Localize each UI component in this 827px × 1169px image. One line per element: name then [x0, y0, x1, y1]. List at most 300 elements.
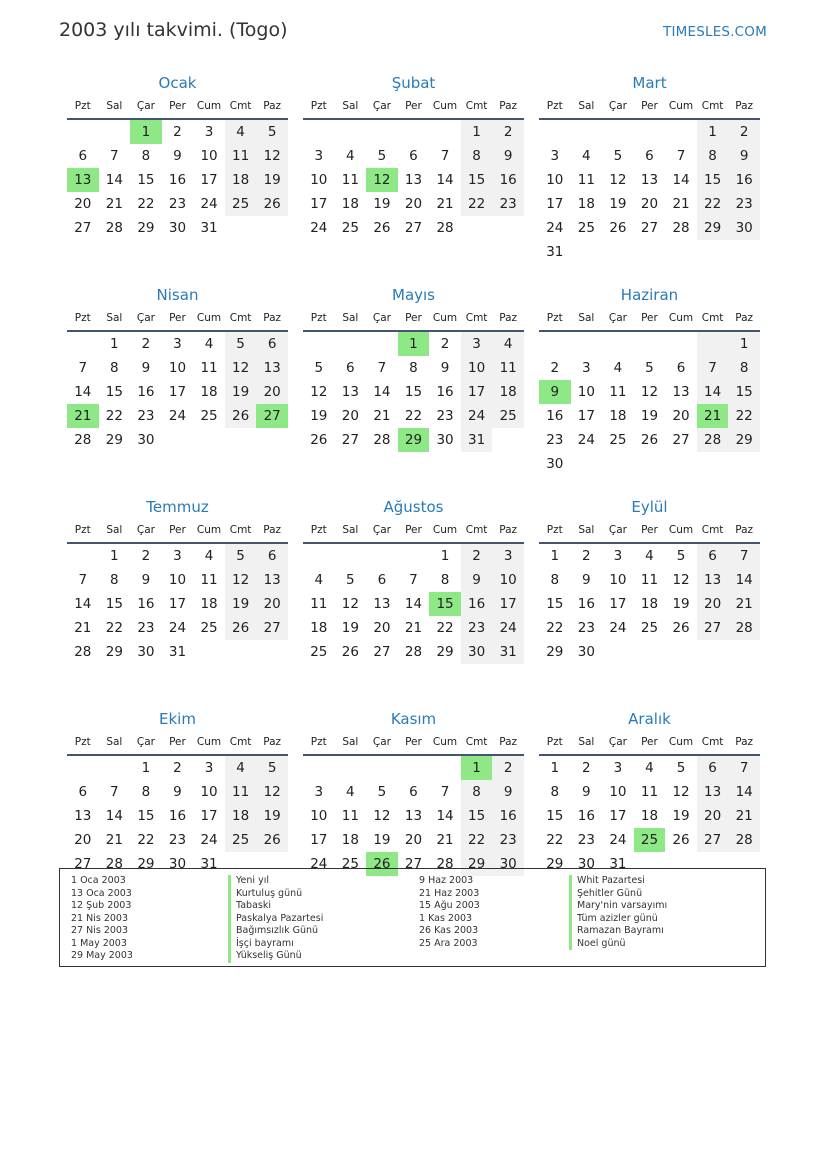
day-cell[interactable]: 2 [173, 124, 182, 140]
day-cell[interactable]: 25 [640, 620, 659, 636]
day-cell[interactable]: 13 [404, 172, 423, 188]
day-cell[interactable]: 1 [697, 120, 729, 144]
day-cell[interactable]: 20 [697, 592, 729, 616]
day-cell[interactable]: 16 [168, 808, 187, 824]
day-cell[interactable]: 12 [225, 356, 257, 380]
day-cell[interactable]: 1 [110, 548, 119, 564]
day-cell[interactable]: 12 [373, 808, 391, 824]
day-cell[interactable]: 6 [697, 544, 729, 568]
day-cell[interactable]: 15 [105, 384, 123, 400]
day-cell[interactable]: 11 [492, 356, 524, 380]
day-cell[interactable]: 5 [377, 784, 387, 800]
day-cell[interactable]: 10 [168, 572, 187, 588]
day-cell[interactable]: 17 [168, 596, 187, 612]
day-cell[interactable]: 18 [609, 408, 627, 424]
day-cell[interactable]: 8 [461, 780, 493, 804]
day-cell[interactable]: 26 [225, 616, 257, 640]
day-cell[interactable]: 24 [461, 404, 493, 428]
day-cell[interactable]: 7 [110, 148, 119, 164]
day-cell[interactable]: 13 [404, 808, 423, 824]
day-cell[interactable]: 21 [697, 404, 729, 428]
day-cell[interactable]: 10 [577, 384, 595, 400]
day-cell[interactable]: 21 [436, 832, 454, 848]
day-cell[interactable]: 4 [613, 360, 623, 376]
day-cell[interactable]: 24 [168, 620, 187, 636]
day-cell[interactable]: 8 [440, 572, 450, 588]
day-cell[interactable]: 7 [110, 784, 119, 800]
day-cell[interactable]: 7 [728, 756, 760, 780]
day-cell[interactable]: 11 [225, 144, 257, 168]
day-cell[interactable]: 11 [609, 384, 627, 400]
day-cell[interactable]: 3 [173, 336, 182, 352]
day-cell[interactable]: 5 [645, 360, 654, 376]
day-cell[interactable]: 31 [200, 220, 218, 236]
day-cell[interactable]: 26 [310, 432, 328, 448]
day-cell[interactable]: 19 [373, 832, 391, 848]
day-cell[interactable]: 30 [137, 644, 155, 660]
day-cell[interactable]: 2 [728, 120, 760, 144]
day-cell[interactable]: 27 [672, 432, 690, 448]
day-cell[interactable]: 6 [409, 784, 418, 800]
day-cell[interactable]: 24 [492, 616, 524, 640]
day-cell[interactable]: 8 [409, 360, 418, 376]
day-cell[interactable]: 19 [256, 168, 288, 192]
day-cell[interactable]: 27 [697, 616, 729, 640]
day-cell[interactable]: 9 [582, 784, 591, 800]
day-cell[interactable]: 6 [645, 148, 654, 164]
day-cell[interactable]: 17 [461, 380, 493, 404]
day-cell[interactable]: 2 [582, 548, 591, 564]
day-cell[interactable]: 21 [373, 408, 391, 424]
day-cell[interactable]: 13 [672, 384, 690, 400]
day-cell[interactable]: 24 [310, 220, 328, 236]
day-cell[interactable]: 14 [74, 596, 92, 612]
day-cell[interactable]: 4 [492, 332, 524, 356]
day-cell[interactable]: 16 [546, 408, 564, 424]
day-cell[interactable]: 18 [577, 196, 595, 212]
day-cell[interactable]: 1 [728, 332, 760, 356]
day-cell[interactable]: 3 [550, 148, 560, 164]
day-cell[interactable]: 11 [640, 784, 659, 800]
day-cell[interactable]: 29 [546, 644, 564, 660]
day-cell[interactable]: 28 [436, 220, 454, 236]
day-cell[interactable]: 18 [225, 168, 257, 192]
day-cell[interactable]: 23 [137, 620, 155, 636]
day-cell[interactable]: 21 [105, 832, 123, 848]
day-cell[interactable]: 25 [225, 192, 257, 216]
day-cell[interactable]: 15 [461, 804, 493, 828]
day-cell[interactable]: 15 [137, 172, 155, 188]
day-cell[interactable]: 4 [645, 760, 654, 776]
day-cell[interactable]: 4 [204, 336, 214, 352]
day-cell[interactable]: 11 [200, 572, 218, 588]
day-cell[interactable]: 27 [74, 856, 92, 872]
day-cell[interactable]: 28 [697, 428, 729, 452]
day-cell[interactable]: 19 [225, 380, 257, 404]
day-cell[interactable]: 26 [640, 432, 659, 448]
day-cell[interactable]: 7 [728, 544, 760, 568]
day-cell[interactable]: 14 [436, 808, 454, 824]
day-cell[interactable]: 20 [74, 832, 92, 848]
day-cell[interactable]: 10 [546, 172, 564, 188]
day-cell[interactable]: 19 [341, 620, 359, 636]
day-cell[interactable]: 19 [640, 408, 659, 424]
day-cell[interactable]: 3 [314, 784, 324, 800]
day-cell[interactable]: 11 [577, 172, 595, 188]
day-cell[interactable]: 13 [74, 808, 92, 824]
day-cell[interactable]: 7 [676, 148, 686, 164]
day-cell[interactable]: 4 [204, 548, 214, 564]
day-cell[interactable]: 19 [672, 808, 690, 824]
day-cell[interactable]: 30 [728, 216, 760, 240]
day-cell[interactable]: 23 [728, 192, 760, 216]
day-cell[interactable]: 30 [577, 644, 595, 660]
day-cell[interactable]: 12 [341, 596, 359, 612]
day-cell[interactable]: 5 [225, 332, 257, 356]
day-cell[interactable]: 15 [105, 596, 123, 612]
day-cell[interactable]: 10 [310, 172, 328, 188]
day-cell[interactable]: 18 [200, 384, 218, 400]
day-cell[interactable]: 23 [577, 620, 595, 636]
day-cell[interactable]: 20 [74, 196, 92, 212]
day-cell[interactable]: 16 [137, 384, 155, 400]
day-cell[interactable]: 1 [550, 760, 560, 776]
day-cell[interactable]: 3 [582, 360, 591, 376]
day-cell[interactable]: 30 [546, 456, 564, 472]
day-cell[interactable]: 6 [676, 360, 686, 376]
day-cell[interactable]: 30 [461, 640, 493, 664]
day-cell[interactable]: 10 [200, 784, 218, 800]
day-cell[interactable]: 29 [436, 644, 454, 660]
day-cell[interactable]: 5 [256, 756, 288, 780]
day-cell[interactable]: 3 [613, 548, 623, 564]
day-cell[interactable]: 20 [341, 408, 359, 424]
day-cell[interactable]: 2 [173, 760, 182, 776]
day-cell[interactable]: 16 [577, 808, 595, 824]
day-cell[interactable]: 8 [110, 360, 119, 376]
brand-link[interactable]: TIMESLES.COM [663, 24, 767, 40]
day-cell[interactable]: 3 [173, 548, 182, 564]
day-cell[interactable]: 27 [404, 856, 423, 872]
day-cell[interactable]: 16 [461, 592, 493, 616]
day-cell[interactable]: 25 [200, 408, 218, 424]
day-cell[interactable]: 30 [168, 220, 187, 236]
day-cell[interactable]: 16 [436, 384, 454, 400]
day-cell[interactable]: 5 [676, 760, 686, 776]
day-cell[interactable]: 5 [256, 120, 288, 144]
day-cell[interactable]: 28 [404, 644, 423, 660]
day-cell[interactable]: 6 [78, 148, 88, 164]
day-cell[interactable]: 22 [546, 832, 564, 848]
day-cell[interactable]: 15 [404, 384, 423, 400]
day-cell[interactable]: 5 [676, 548, 686, 564]
day-cell[interactable]: 29 [398, 428, 430, 452]
day-cell[interactable]: 11 [341, 808, 359, 824]
day-cell[interactable]: 20 [697, 804, 729, 828]
day-cell[interactable]: 5 [377, 148, 387, 164]
day-cell[interactable]: 26 [225, 404, 257, 428]
day-cell[interactable]: 31 [168, 644, 187, 660]
day-cell[interactable]: 4 [582, 148, 591, 164]
day-cell[interactable]: 25 [310, 644, 328, 660]
day-cell[interactable]: 19 [609, 196, 627, 212]
day-cell[interactable]: 1 [141, 760, 151, 776]
day-cell[interactable]: 25 [577, 220, 595, 236]
day-cell[interactable]: 29 [137, 220, 155, 236]
day-cell[interactable]: 19 [373, 196, 391, 212]
day-cell[interactable]: 29 [546, 856, 564, 872]
day-cell[interactable]: 9 [173, 148, 182, 164]
day-cell[interactable]: 9 [492, 780, 524, 804]
day-cell[interactable]: 13 [697, 780, 729, 804]
day-cell[interactable]: 18 [640, 596, 659, 612]
day-cell[interactable]: 1 [461, 756, 493, 780]
day-cell[interactable]: 4 [346, 784, 355, 800]
day-cell[interactable]: 24 [577, 432, 595, 448]
day-cell[interactable]: 23 [168, 196, 187, 212]
day-cell[interactable]: 16 [492, 804, 524, 828]
day-cell[interactable]: 23 [461, 616, 493, 640]
day-cell[interactable]: 26 [672, 620, 690, 636]
day-cell[interactable]: 29 [137, 856, 155, 872]
day-cell[interactable]: 10 [168, 360, 187, 376]
day-cell[interactable]: 5 [613, 148, 623, 164]
day-cell[interactable]: 13 [640, 172, 659, 188]
day-cell[interactable]: 31 [609, 856, 627, 872]
day-cell[interactable]: 24 [168, 408, 187, 424]
day-cell[interactable]: 7 [78, 572, 88, 588]
day-cell[interactable]: 7 [78, 360, 88, 376]
day-cell[interactable]: 17 [609, 596, 627, 612]
day-cell[interactable]: 20 [404, 196, 423, 212]
day-cell[interactable]: 21 [67, 404, 99, 428]
day-cell[interactable]: 23 [492, 828, 524, 852]
day-cell[interactable]: 10 [492, 568, 524, 592]
day-cell[interactable]: 28 [74, 432, 92, 448]
day-cell[interactable]: 28 [436, 856, 454, 872]
day-cell[interactable]: 24 [200, 196, 218, 212]
day-cell[interactable]: 1 [398, 332, 430, 356]
day-cell[interactable]: 12 [310, 384, 328, 400]
day-cell[interactable]: 25 [609, 432, 627, 448]
day-cell[interactable]: 31 [492, 640, 524, 664]
day-cell[interactable]: 22 [137, 196, 155, 212]
day-cell[interactable]: 17 [200, 808, 218, 824]
day-cell[interactable]: 28 [728, 828, 760, 852]
day-cell[interactable]: 24 [609, 832, 627, 848]
day-cell[interactable]: 29 [105, 644, 123, 660]
day-cell[interactable]: 25 [225, 828, 257, 852]
day-cell[interactable]: 21 [728, 804, 760, 828]
day-cell[interactable]: 25 [634, 828, 666, 852]
day-cell[interactable]: 19 [225, 592, 257, 616]
day-cell[interactable]: 11 [200, 360, 218, 376]
day-cell[interactable]: 30 [436, 432, 454, 448]
day-cell[interactable]: 29 [105, 432, 123, 448]
day-cell[interactable]: 15 [697, 168, 729, 192]
day-cell[interactable]: 21 [728, 592, 760, 616]
day-cell[interactable]: 9 [141, 572, 151, 588]
day-cell[interactable]: 27 [256, 404, 288, 428]
day-cell[interactable]: 2 [141, 336, 151, 352]
day-cell[interactable]: 14 [404, 596, 423, 612]
day-cell[interactable]: 21 [105, 196, 123, 212]
day-cell[interactable]: 30 [577, 856, 595, 872]
day-cell[interactable]: 10 [609, 784, 627, 800]
day-cell[interactable]: 8 [697, 144, 729, 168]
day-cell[interactable]: 21 [404, 620, 423, 636]
day-cell[interactable]: 5 [314, 360, 324, 376]
day-cell[interactable]: 28 [105, 856, 123, 872]
day-cell[interactable]: 28 [105, 220, 123, 236]
day-cell[interactable]: 9 [461, 568, 493, 592]
day-cell[interactable]: 18 [341, 196, 359, 212]
day-cell[interactable]: 6 [256, 332, 288, 356]
day-cell[interactable]: 22 [404, 408, 423, 424]
day-cell[interactable]: 2 [141, 548, 151, 564]
day-cell[interactable]: 8 [461, 144, 493, 168]
day-cell[interactable]: 31 [546, 244, 564, 260]
day-cell[interactable]: 2 [440, 336, 450, 352]
day-cell[interactable]: 16 [492, 168, 524, 192]
day-cell[interactable]: 14 [436, 172, 454, 188]
day-cell[interactable]: 17 [310, 832, 328, 848]
day-cell[interactable]: 24 [310, 856, 328, 872]
day-cell[interactable]: 6 [409, 148, 418, 164]
day-cell[interactable]: 6 [377, 572, 387, 588]
day-cell[interactable]: 22 [728, 404, 760, 428]
day-cell[interactable]: 20 [672, 408, 690, 424]
day-cell[interactable]: 30 [168, 856, 187, 872]
day-cell[interactable]: 6 [78, 784, 88, 800]
day-cell[interactable]: 15 [137, 808, 155, 824]
day-cell[interactable]: 13 [256, 356, 288, 380]
day-cell[interactable]: 9 [728, 144, 760, 168]
day-cell[interactable]: 20 [256, 592, 288, 616]
day-cell[interactable]: 12 [672, 572, 690, 588]
day-cell[interactable]: 29 [697, 216, 729, 240]
day-cell[interactable]: 22 [105, 408, 123, 424]
day-cell[interactable]: 9 [492, 144, 524, 168]
day-cell[interactable]: 19 [310, 408, 328, 424]
day-cell[interactable]: 28 [672, 220, 690, 236]
day-cell[interactable]: 18 [492, 380, 524, 404]
day-cell[interactable]: 7 [440, 148, 450, 164]
day-cell[interactable]: 22 [436, 620, 454, 636]
day-cell[interactable]: 10 [609, 572, 627, 588]
day-cell[interactable]: 27 [697, 828, 729, 852]
day-cell[interactable]: 16 [728, 168, 760, 192]
day-cell[interactable]: 26 [609, 220, 627, 236]
day-cell[interactable]: 14 [74, 384, 92, 400]
day-cell[interactable]: 17 [492, 592, 524, 616]
day-cell[interactable]: 16 [137, 596, 155, 612]
day-cell[interactable]: 20 [404, 832, 423, 848]
day-cell[interactable]: 3 [613, 760, 623, 776]
day-cell[interactable]: 13 [67, 168, 99, 192]
day-cell[interactable]: 25 [200, 620, 218, 636]
day-cell[interactable]: 13 [373, 596, 391, 612]
day-cell[interactable]: 21 [74, 620, 92, 636]
day-cell[interactable]: 17 [609, 808, 627, 824]
day-cell[interactable]: 31 [200, 856, 218, 872]
day-cell[interactable]: 7 [440, 784, 450, 800]
day-cell[interactable]: 13 [341, 384, 359, 400]
day-cell[interactable]: 12 [640, 384, 659, 400]
day-cell[interactable]: 9 [582, 572, 591, 588]
day-cell[interactable]: 3 [314, 148, 324, 164]
day-cell[interactable]: 30 [137, 432, 155, 448]
day-cell[interactable]: 15 [429, 592, 461, 616]
day-cell[interactable]: 14 [697, 380, 729, 404]
day-cell[interactable]: 26 [366, 852, 398, 876]
day-cell[interactable]: 12 [366, 168, 398, 192]
day-cell[interactable]: 22 [697, 192, 729, 216]
day-cell[interactable]: 27 [341, 432, 359, 448]
day-cell[interactable]: 26 [341, 644, 359, 660]
day-cell[interactable]: 18 [341, 832, 359, 848]
day-cell[interactable]: 29 [728, 428, 760, 452]
day-cell[interactable]: 21 [672, 196, 690, 212]
day-cell[interactable]: 18 [640, 808, 659, 824]
day-cell[interactable]: 11 [310, 596, 328, 612]
day-cell[interactable]: 27 [74, 220, 92, 236]
day-cell[interactable]: 16 [577, 596, 595, 612]
day-cell[interactable]: 26 [373, 220, 391, 236]
day-cell[interactable]: 3 [204, 124, 214, 140]
day-cell[interactable]: 2 [492, 120, 524, 144]
day-cell[interactable]: 22 [461, 828, 493, 852]
day-cell[interactable]: 3 [204, 760, 214, 776]
day-cell[interactable]: 7 [409, 572, 418, 588]
day-cell[interactable]: 23 [168, 832, 187, 848]
day-cell[interactable]: 2 [582, 760, 591, 776]
day-cell[interactable]: 14 [105, 808, 123, 824]
day-cell[interactable]: 4 [225, 756, 257, 780]
day-cell[interactable]: 15 [728, 380, 760, 404]
day-cell[interactable]: 25 [341, 220, 359, 236]
day-cell[interactable]: 1 [440, 548, 450, 564]
day-cell[interactable]: 3 [492, 544, 524, 568]
day-cell[interactable]: 18 [225, 804, 257, 828]
day-cell[interactable]: 24 [546, 220, 564, 236]
day-cell[interactable]: 4 [314, 572, 324, 588]
day-cell[interactable]: 17 [168, 384, 187, 400]
day-cell[interactable]: 17 [200, 172, 218, 188]
day-cell[interactable]: 19 [672, 596, 690, 612]
day-cell[interactable]: 15 [461, 168, 493, 192]
day-cell[interactable]: 17 [546, 196, 564, 212]
day-cell[interactable]: 8 [550, 572, 560, 588]
day-cell[interactable]: 1 [130, 120, 162, 144]
day-cell[interactable]: 4 [645, 548, 654, 564]
day-cell[interactable]: 25 [492, 404, 524, 428]
day-cell[interactable]: 10 [461, 356, 493, 380]
day-cell[interactable]: 8 [550, 784, 560, 800]
day-cell[interactable]: 1 [461, 120, 493, 144]
day-cell[interactable]: 8 [141, 784, 151, 800]
day-cell[interactable]: 21 [436, 196, 454, 212]
day-cell[interactable]: 26 [672, 832, 690, 848]
day-cell[interactable]: 22 [461, 192, 493, 216]
day-cell[interactable]: 23 [137, 408, 155, 424]
day-cell[interactable]: 5 [346, 572, 355, 588]
day-cell[interactable]: 1 [550, 548, 560, 564]
day-cell[interactable]: 8 [110, 572, 119, 588]
day-cell[interactable]: 13 [697, 568, 729, 592]
day-cell[interactable]: 8 [728, 356, 760, 380]
day-cell[interactable]: 4 [225, 120, 257, 144]
